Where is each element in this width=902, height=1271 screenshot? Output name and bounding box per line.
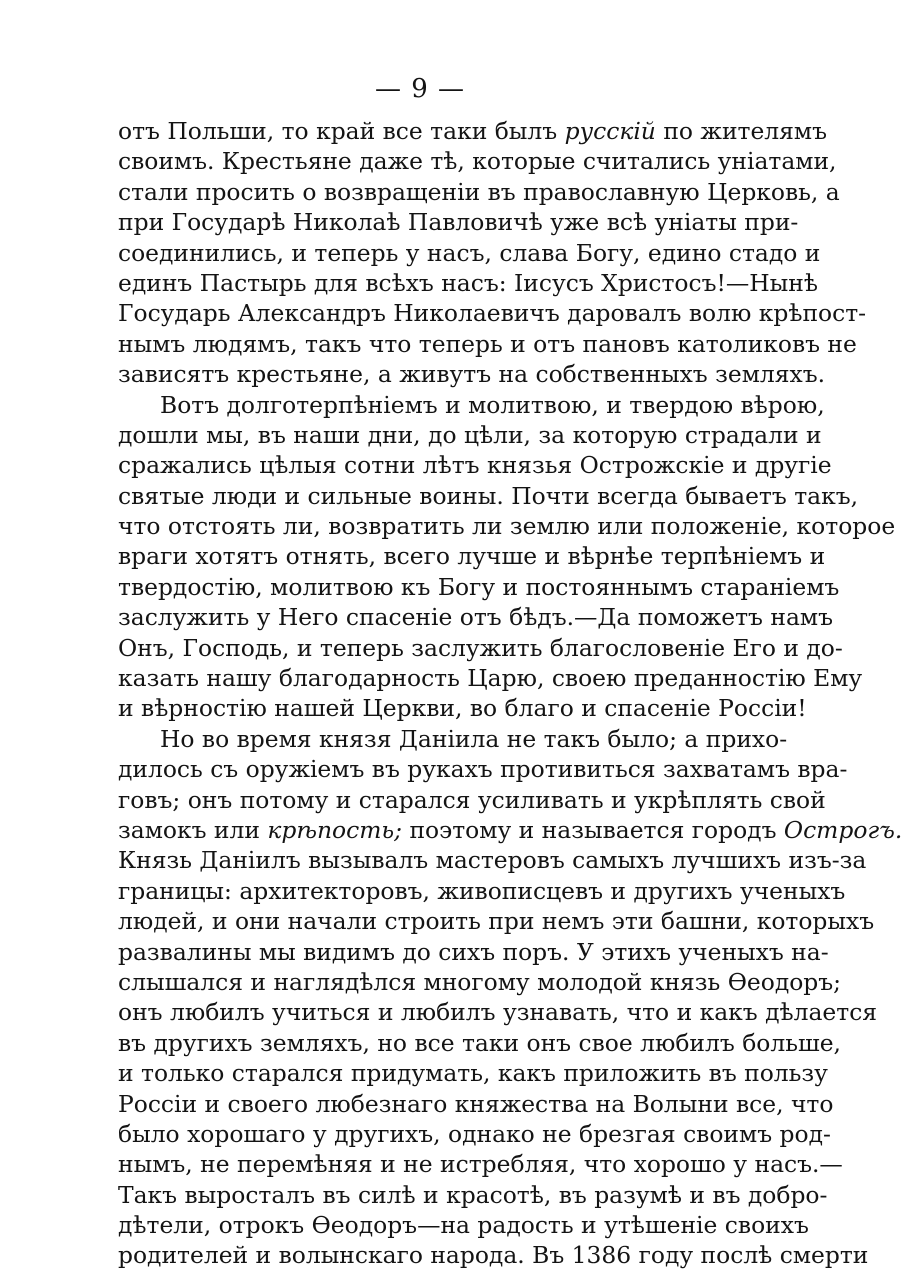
text-line: и только старался придумать, какъ приложить въ пользу: [118, 1059, 828, 1088]
paragraph-3: [118, 724, 902, 1271]
text-line: Но во время князя Даніила не такъ было; а прихо-: [160, 724, 788, 753]
text-line: заслужить у Него спасеніе отъ бѣдъ.—Да поможетъ намъ: [118, 603, 833, 632]
text-line: было хорошаго у другихъ, однако не брезгая своимъ род-: [118, 1119, 831, 1148]
text-line: и вѣрностію нашей Церкви, во благо и спасеніе Россіи!: [118, 694, 807, 723]
text-line: Россіи и своего любезнаго княжества на Волыни все, что: [118, 1089, 834, 1118]
text-line: что отстоять ли, возвратить ли землю или положеніе, которое: [118, 512, 896, 541]
paragraph-1: [118, 116, 867, 390]
text-line: нымъ людямъ, такъ что теперь и отъ пановъ католиковъ не: [118, 329, 857, 358]
page-number: — 9 —: [374, 74, 466, 104]
text-line: въ другихъ земляхъ, но все таки онъ свое любилъ больше,: [118, 1028, 841, 1057]
text-line: своимъ. Крестьяне даже тѣ, которые считались уніатами,: [118, 147, 837, 176]
text-line: святые люди и сильные воины. Почти всегда бываетъ такъ,: [118, 481, 859, 510]
text-line: враги хотятъ отнять, всего лучше и вѣрнѣе терпѣніемъ и: [118, 542, 826, 571]
text-line: говъ; онъ потому и старался усиливать и укрѣплять свой: [118, 785, 826, 814]
text-line: дошли мы, въ наши дни, до цѣли, за которую страдали и: [118, 420, 822, 449]
text-line: нымъ, не перемѣняя и не истребляя, что хорошо у насъ.—: [118, 1150, 843, 1179]
text-line: сражались цѣлыя сотни лѣтъ князья Острожскіе и другіе: [118, 451, 832, 480]
text-line: Вотъ долготерпѣніемъ и молитвою, и твердою вѣрою,: [160, 390, 825, 419]
text-line: казать нашу благодарность Царю, своею преданностію Ему: [118, 664, 863, 693]
text-line: стали просить о возвращеніи въ православную Церковь, а: [118, 177, 840, 206]
text-line: Такъ выросталъ въ силѣ и красотѣ, въ разумѣ и въ добро-: [118, 1180, 828, 1209]
text-line: зависятъ крестьяне, а живутъ на собственныхъ земляхъ.: [118, 360, 826, 389]
text-line: развалины мы видимъ до сихъ поръ. У этихъ ученыхъ на-: [118, 937, 829, 966]
body-text: [118, 116, 902, 1271]
text-line: при Государѣ Николаѣ Павловичѣ уже всѣ уніаты при-: [118, 208, 799, 237]
text-line: замокъ или крѣпость; поэтому и называется городъ Острогъ.: [118, 815, 902, 844]
text-line: единъ Пастырь для всѣхъ насъ: Іисусъ Христосъ!—Нынѣ: [118, 268, 818, 297]
text-line: Онъ, Господь, и теперь заслужить благословеніе Его и до-: [118, 633, 843, 662]
text-line: Государь Александръ Николаевичъ даровалъ волю крѣпост-: [118, 299, 867, 328]
text-line: отъ Польши, то край все таки былъ русскій по жителямъ: [118, 117, 828, 145]
text-line: Князь Даніилъ вызывалъ мастеровъ самыхъ лучшихъ изъ-за: [118, 846, 867, 875]
text-line: людей, и они начали строить при немъ эти башни, которыхъ: [118, 907, 875, 936]
text-line: твердостію, молитвою къ Богу и постояннымъ стараніемъ: [118, 572, 840, 601]
text-line: слышался и наглядѣлся многому молодой князь Ѳеодоръ;: [118, 967, 842, 996]
paragraph-2: [118, 390, 896, 724]
text-line: дилось съ оружіемъ въ рукахъ противиться захватамъ вра-: [118, 755, 848, 784]
text-line: дѣтели, отрокъ Ѳеодоръ—на радость и утѣшеніе своихъ: [118, 1211, 809, 1240]
text-line: границы: архитекторовъ, живописцевъ и другихъ ученыхъ: [118, 876, 846, 905]
text-line: соединились, и теперь у насъ, слава Богу, едино стадо и: [118, 238, 821, 267]
text-line: онъ любилъ учиться и любилъ узнавать, что и какъ дѣлается: [118, 998, 878, 1027]
text-line: родителей и волынскаго народа. Въ 1386 году послѣ смерти: [118, 1241, 869, 1270]
